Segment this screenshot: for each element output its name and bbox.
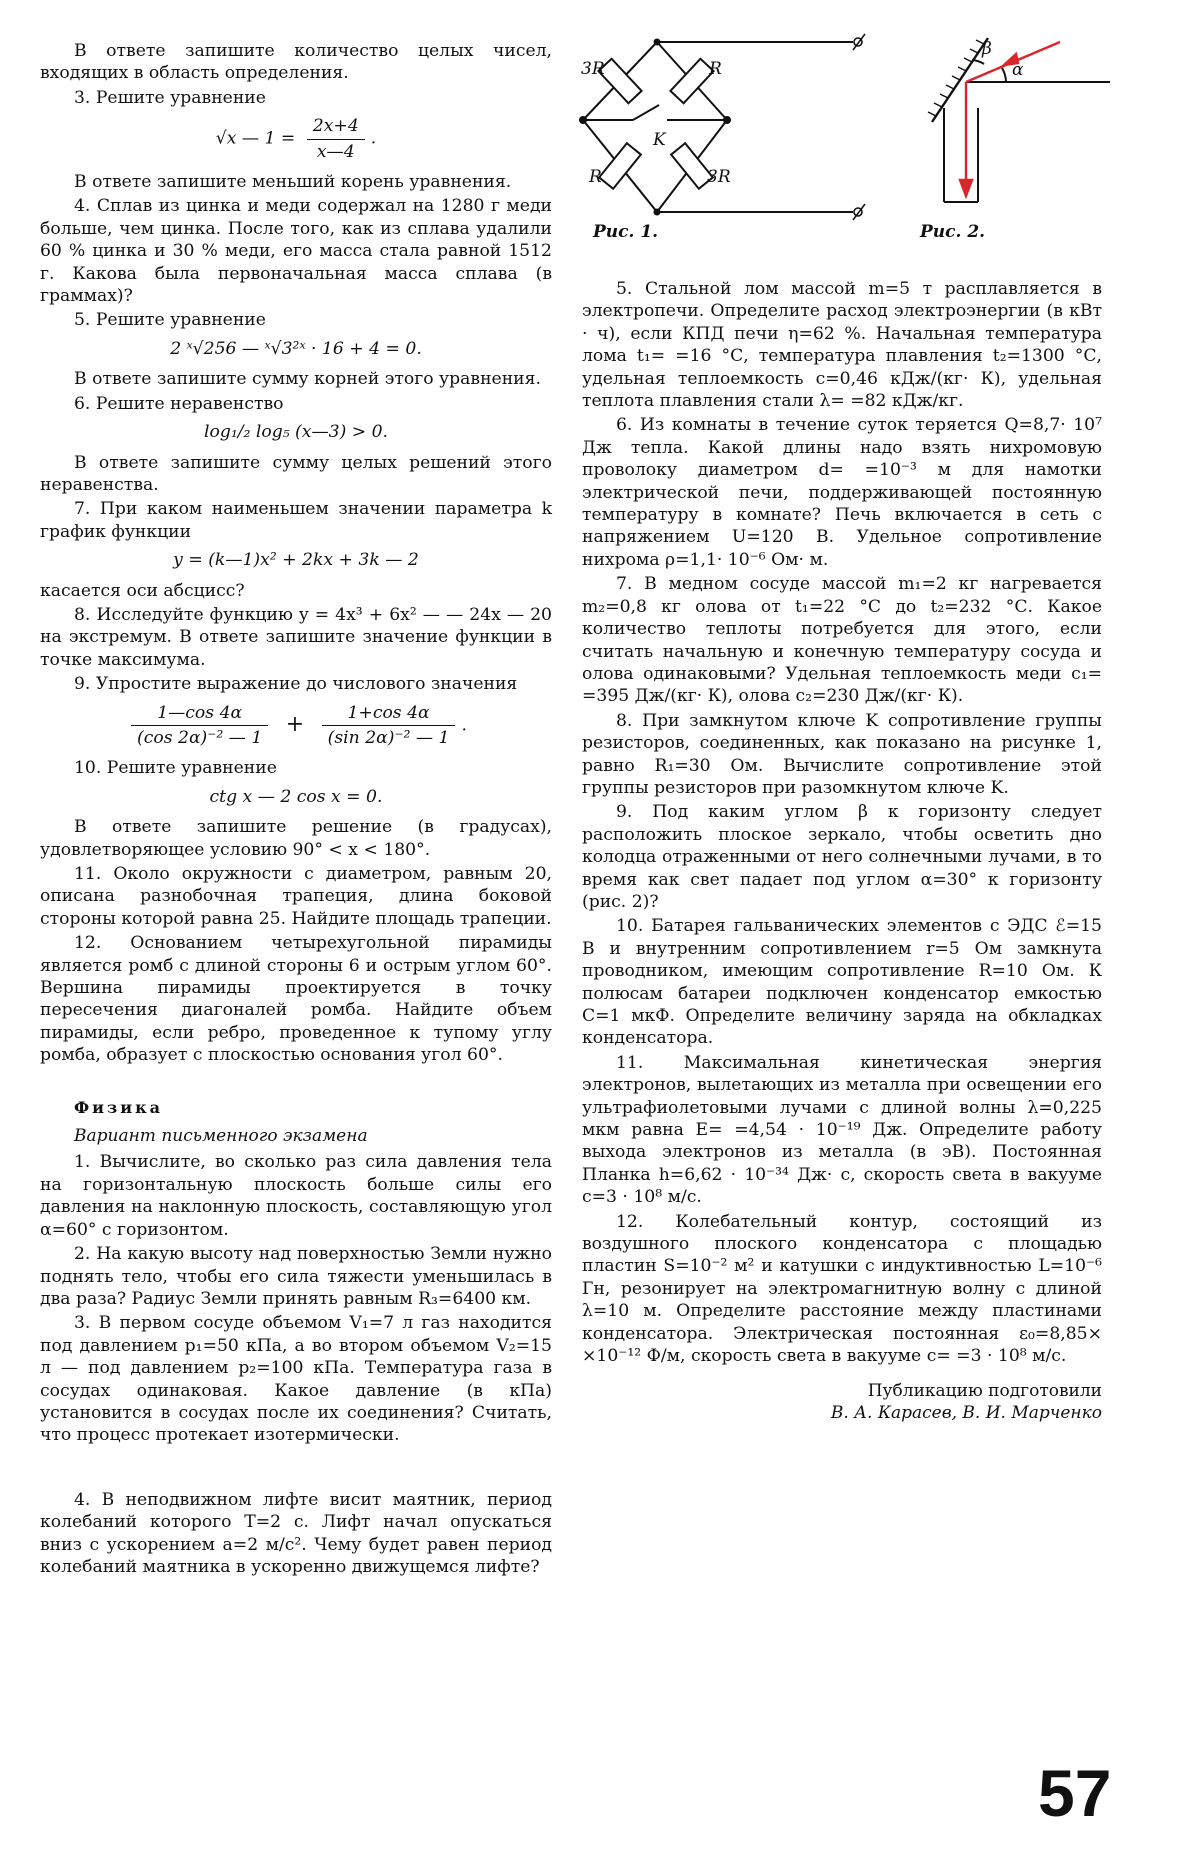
p9-fraction-2	[322, 702, 456, 750]
math-problem-10-formula: ctg x — 2 cos x = 0.	[209, 786, 383, 807]
math-problem-4: 4. Сплав из цинка и меди содержал на 1280 г меди больше, чем цинка. После того, как из сплава удалили 60 % цинка и 30 % меди, его масса стала равной 1512 г. Какова была первоначальная масса сплава (в граммах)?	[40, 196, 552, 307]
spacer	[40, 1449, 552, 1489]
label-r-top: R	[709, 59, 722, 79]
math-problem-6: 6. Решите неравенство	[74, 393, 284, 414]
math-problem-12: 12. Основанием четырехугольной пирамиды является ромб с длиной стороны 6 и острым углом 60°. Вершина пирамиды проектируется в точку пересечения диагоналей ромба. Найдите объем пирамиды, если ребро, проведенное к тупому углу ромба, образует с плоскостью основания угол 60°.	[40, 933, 552, 1066]
credit-names: В. А. Карасев, В. И. Марченко	[830, 1402, 1102, 1423]
math-problem-7-answer: касается оси абсцисс?	[40, 580, 245, 601]
physics-problem-4: 4. В неподвижном лифте висит маятник, период колебаний которого T=2 с. Лифт начал опускаться вниз с ускорением a=2 м/с². Чему будет равен период колебаний маятника в ускоренно движущемся лифте?	[40, 1489, 552, 1577]
right-column	[582, 278, 1102, 1424]
figure-1-caption: Рис. 1.	[593, 222, 659, 242]
label-beta: β	[982, 39, 992, 59]
physics-problem-10: 10. Батарея гальванических элементов с ЭДС ℰ=15 В и внутренним сопротивлением r=5 Ом замкнута проводником, имеющим сопротивление R=10 Ом. К полюсам батареи подключен конденсатор емкостью C=1 мкФ. Определите величину заряда на обкладках конденсатора.	[582, 916, 1102, 1049]
math-problem-6-answer: В ответе запишите сумму целых решений этого неравенства.	[40, 452, 552, 495]
node-bottom	[654, 209, 661, 216]
p9-numerator-1: 1—cos 4α	[131, 702, 268, 726]
label-3r-bottom: 3R	[707, 167, 731, 187]
p3-fraction	[307, 115, 365, 163]
math-problem-5-formula: 2 ˣ√256 — ˣ√3²ˣ · 16 + 4 = 0.	[170, 338, 422, 359]
math-problem-9-formula	[40, 702, 552, 750]
label-r-bottom: R	[589, 167, 602, 187]
node-top	[654, 39, 661, 46]
p9-fraction-1	[131, 702, 268, 750]
p9-numerator-2: 1+cos 4α	[322, 702, 456, 726]
math-problem-5-answer: В ответе запишите сумму корней этого уравнения.	[74, 369, 541, 390]
physics-section-subtitle: Вариант письменного экзамена	[74, 1126, 368, 1147]
math-problem-8: 8. Исследуйте функцию y = 4x³ + 6x² — — 24x — 20 на экстремум. В ответе запишите значение функции в точке максимума.	[40, 604, 552, 670]
math-problem-5: 5. Решите уравнение	[74, 310, 266, 331]
math-problem-10-answer: В ответе запишите решение (в градусах), удовлетворяющее условию 90° < x < 180°.	[40, 817, 552, 860]
p3-lhs: √x — 1 =	[215, 128, 296, 149]
math-problem-3-answer: В ответе запишите меньший корень уравнения.	[74, 172, 512, 193]
physics-problem-6: 6. Из комнаты в течение суток теряется Q=8,7· 10⁷ Дж тепла. Какой длины надо взять нихромовую проволоку диаметром d= =10⁻³ м для намотки электрической печи, поддерживающей постоянную температуру в комнате? Печь включается в сеть с напряжением U=120 В. Удельное сопротивление нихрома ρ=1,1· 10⁻⁶ Ом· м.	[582, 415, 1102, 570]
key-blade	[633, 105, 659, 120]
physics-problem-7: 7. В медном сосуде массой m₁=2 кг нагревается m₂=0,8 кг олова от t₁=22 °С до t₂=232 °С. Какое количество теплоты потребуется для этого, если считать начальную и конечную температуру сосуда и олова одинаковыми? Удельная теплоемкость меди c₁= =395 Дж/(кг· К), олова c₂=230 Дж/(кг· К).	[582, 574, 1102, 707]
p9-denominator-2: (sin 2α)⁻² — 1	[327, 727, 450, 748]
credit-line: Публикацию подготовили	[867, 1380, 1102, 1401]
figure-2-mirror-well	[920, 30, 1110, 230]
physics-problem-11: 11. Максимальная кинетическая энергия электронов, вылетающих из металла при освещении его ультрафиолетовыми лучами с длиной волны λ=0,225 мкм равна E= =4,54 · 10⁻¹⁹ Дж. Определите работу выхода электронов из металла (в эВ). Постоянная Планка h=6,62 · 10⁻³⁴ Дж· с, скорость света в вакууме c=3 · 10⁸ м/с.	[582, 1052, 1102, 1208]
p9-denominator-1: (cos 2α)⁻² — 1	[137, 727, 263, 748]
math-problem-7: 7. При каком наименьшем значении параметра k график функции	[40, 499, 552, 542]
beta-arc	[972, 60, 984, 64]
physics-problem-9: 9. Под каким углом β к горизонту следует расположить плоское зеркало, чтобы осветить дно колодца отраженными от него солнечными лучами, в то время как свет падает под углом α=30° к горизонту (рис. 2)?	[582, 802, 1102, 912]
label-key: K	[653, 130, 666, 150]
figure-1-circuit	[575, 30, 885, 230]
p9-tail: .	[461, 714, 467, 735]
math-problem-7-formula: y = (k—1)x² + 2kx + 3k — 2	[173, 550, 419, 571]
label-alpha: α	[1012, 60, 1024, 80]
label-3r-top: 3R	[581, 59, 605, 79]
node-left	[579, 116, 587, 124]
math-problem-3: 3. Решите уравнение	[74, 87, 266, 108]
p3-tail: .	[370, 128, 377, 149]
node-right	[723, 116, 731, 124]
math-intro: В ответе запишите количество целых чисел, входящих в область определения.	[40, 41, 552, 84]
left-column	[40, 40, 552, 1580]
physics-problem-5: 5. Стальной лом массой m=5 т расплавляется в электропечи. Определите расход электроэнергии (в кВт · ч), если КПД печи η=62 %. Начальная температура лома t₁= =16 °С, температура плавления t₂=1300 °С, удельная теплоемкость c=0,46 кДж/(кг· К), удельная теплота плавления стали λ= =82 кДж/кг.	[582, 279, 1102, 412]
physics-problem-3: 3. В первом сосуде объемом V₁=7 л газ находится под давлением p₁=50 кПа, а во втором объемом V₂=15 л — под давлением p₂=100 кПа. Температура газа в сосудах одинаковая. Какое давление (в кПа) установится в сосудах после их соединения? Считать, что процесс протекает изотермически.	[40, 1313, 552, 1446]
p3-numerator: 2x+4	[307, 115, 365, 139]
math-problem-11: 11. Около окружности с диаметром, равным 20, описана разнобочная трапеция, длина боковой стороны которой равна 25. Найдите площадь трапеции.	[40, 864, 552, 929]
p3-denominator: x—4	[316, 141, 355, 162]
alpha-arc	[1002, 68, 1006, 82]
math-problem-3-formula	[40, 115, 552, 163]
resistor-r-bottom-left	[599, 143, 641, 189]
physics-problem-1: 1. Вычислите, во сколько раз сила давления тела на горизонтальную плоскость больше силы его давления на наклонную плоскость, составляющую угол α=60° с горизонтом.	[40, 1152, 552, 1240]
p9-plus: +	[285, 712, 305, 738]
reflected-ray-arrow-icon	[960, 180, 972, 196]
figure-2-caption: Рис. 2.	[920, 222, 986, 242]
page-number: 57	[1038, 1756, 1112, 1830]
physics-problem-12: 12. Колебательный контур, состоящий из воздушного плоского конденсатора с площадью пластин S=10⁻² м² и катушки с индуктивностью L=10⁻⁶ Гн, резонирует на электромагнитную волну с длиной λ=10 м. Определите расстояние между пластинами конденсатора. Электрическая постоянная ε₀=8,85× ×10⁻¹² Ф/м, скорость света в вакууме c= =3 · 10⁸ м/с.	[582, 1211, 1102, 1367]
math-problem-6-formula: log₁/₂ log₅ (x—3) > 0.	[203, 422, 389, 443]
publication-credit	[582, 1380, 1102, 1424]
math-problem-10: 10. Решите уравнение	[74, 758, 277, 779]
physics-problem-2: 2. На какую высоту над поверхностью Земли нужно поднять тело, чтобы его сила тяжести уменьшилась в два раза? Радиус Земли принять равным R₃=6400 км.	[40, 1244, 552, 1309]
math-problem-9: 9. Упростите выражение до числового значения	[74, 674, 518, 695]
physics-problem-8: 8. При замкнутом ключе K сопротивление группы резисторов, соединенных, как показано на рисунке 1, равно R₁=30 Ом. Вычислите сопротивление этой группы резисторов при разомкнутом ключе K.	[582, 710, 1102, 798]
physics-section-title: Физика	[74, 1097, 164, 1117]
